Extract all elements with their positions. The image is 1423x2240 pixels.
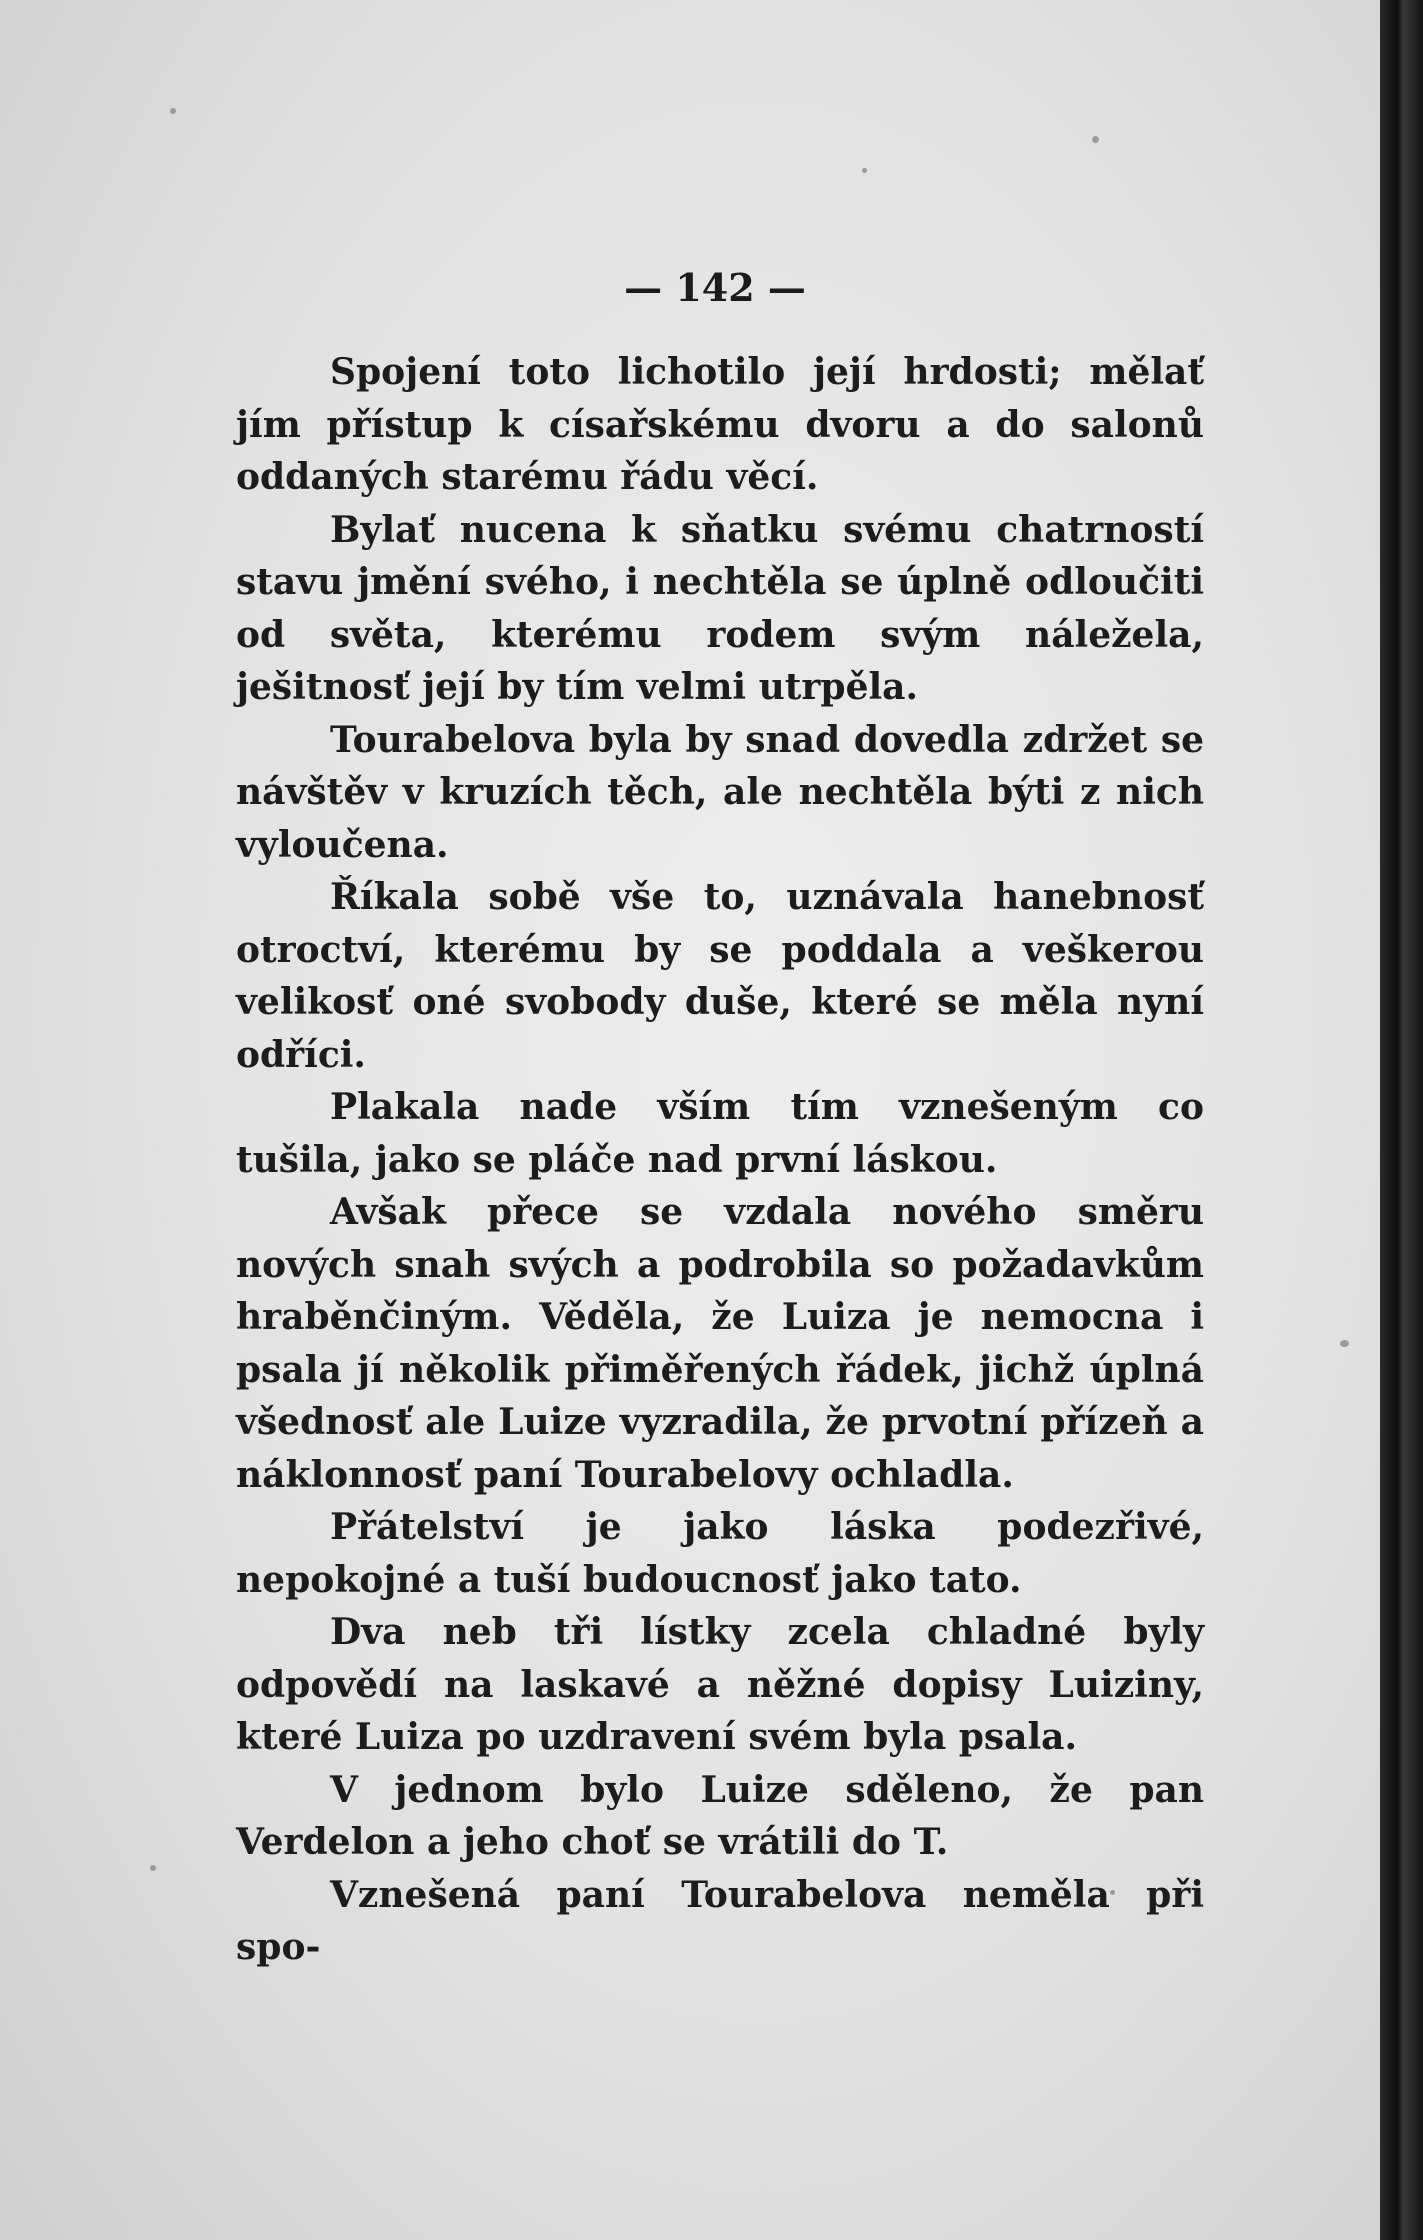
paper-speck <box>150 1865 156 1871</box>
paragraph: Avšak přece se vzdala nového směru nových snah svých a podrobila so požadavkům hraběnčiným. Věděla, že Luiza je nemocna i psala jí několik přiměřených řádek, jichž úplná všednosť ale Luize vyzradila, že prvotní přízeň a náklonnosť paní Tourabelovy ochladla. <box>236 1191 1204 1496</box>
paragraph: V jednom bylo Luize sděleno, že pan Verdelon a jeho choť se vrátili do T. <box>236 1768 1204 1863</box>
body-text <box>236 346 1204 1974</box>
paragraph: Říkala sobě vše to, uznávala hanebnosť otroctví, kterému by se poddala a veškerou velikosť oné svobody duše, které se měla nyní odříci. <box>236 876 1204 1076</box>
paragraph: Tourabelova byla by snad dovedla zdržet se návštěv v kruzích těch, ale nechtěla býti z nich vyloučena. <box>236 718 1204 866</box>
paper-speck <box>170 108 176 114</box>
paragraph: Dva neb tři lístky zcela chladné byly odpovědí na laskavé a něžné dopisy Luiziny, které Luiza po uzdravení svém byla psala. <box>236 1611 1204 1758</box>
paragraph: Přátelství je jako láska podezřivé, nepokojné a tuší budoucnosť jako tato. <box>236 1506 1204 1601</box>
paragraph: Vznešená paní Tourabelova neměla při spo- <box>236 1873 1204 1968</box>
page-number: — 142 — <box>624 265 806 310</box>
book-edge <box>1380 0 1423 2240</box>
paper-speck <box>1092 136 1099 143</box>
paragraph: Spojení toto lichotilo její hrdosti; mělať jím přístup k císařskému dvoru a do salonů oddaných starému řádu věcí. <box>236 351 1204 498</box>
paragraph: Bylať nucena k sňatku svému chatrností stavu jmění svého, i nechtěla se úplně odloučiti od světa, kterému rodem svým náležela, ješitnosť její by tím velmi utrpěla. <box>236 508 1204 708</box>
paper-speck <box>862 168 867 173</box>
paper-speck <box>1340 1340 1349 1347</box>
paragraph: Plakala nade vším tím vznešeným co tušila, jako se pláče nad první láskou. <box>236 1086 1204 1181</box>
